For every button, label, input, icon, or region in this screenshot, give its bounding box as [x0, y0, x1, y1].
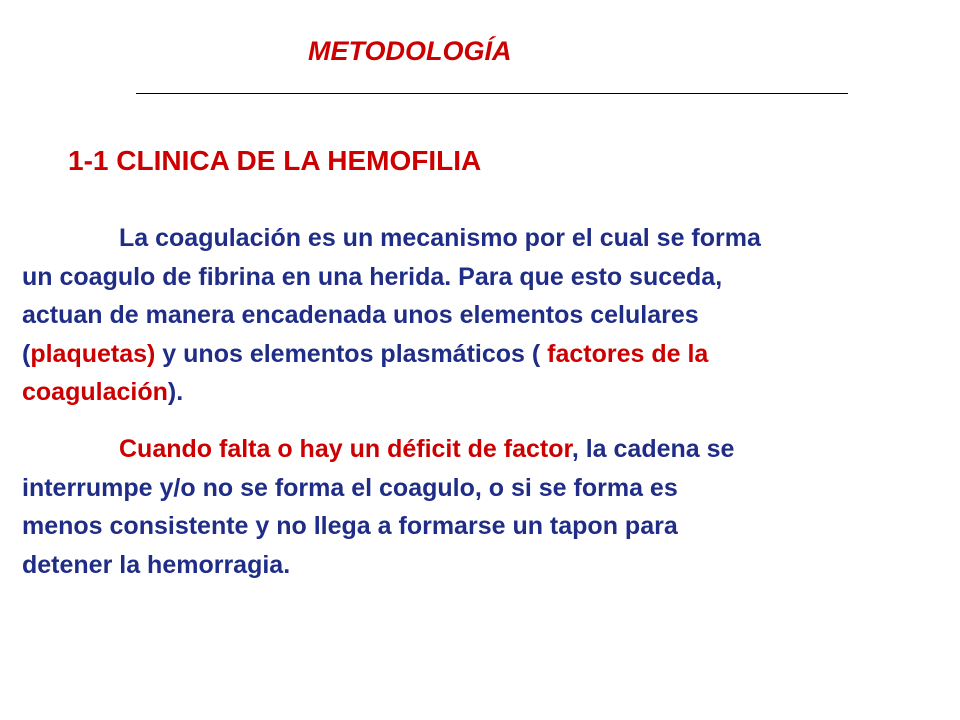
text-cadena: , la cadena se: [571, 435, 735, 463]
paragraph-line: interrumpe y/o no se forma el coagulo, o si se forma es: [22, 473, 678, 502]
paragraph-coagulation: [22, 219, 952, 412]
highlight-factores: factores de la: [547, 339, 709, 368]
paragraph-deficit: [22, 430, 952, 584]
title-divider: [136, 93, 848, 94]
highlight-plaquetas: plaquetas): [30, 339, 156, 368]
paragraph-line: [22, 430, 952, 469]
text-plasmaticos: y unos elementos plasmáticos (: [155, 339, 548, 368]
paragraph-line: un coagulo de fibrina en una herida. Para que esto suceda,: [22, 262, 723, 291]
paragraph-line: actuan de manera encadenada unos elementos celulares: [22, 301, 699, 329]
paragraph-line: La coagulación es un mecanismo por el cual se forma: [119, 224, 761, 252]
paragraph-line: detener la hemorragia.: [22, 550, 291, 579]
highlight-coagulacion: coagulación: [22, 378, 168, 406]
section-heading: 1-1 CLINICA DE LA HEMOFILIA: [68, 145, 482, 176]
slide-title: METODOLOGÍA: [308, 36, 512, 66]
highlight-deficit: Cuando falta o hay un déficit de factor: [119, 435, 572, 463]
paragraph-line: [22, 373, 952, 412]
paragraph-end: ).: [167, 378, 184, 406]
paragraph-line: [22, 335, 952, 374]
paragraph-line: menos consistente y no llega a formarse un tapon para: [22, 512, 678, 540]
paren-open: (: [22, 339, 31, 368]
